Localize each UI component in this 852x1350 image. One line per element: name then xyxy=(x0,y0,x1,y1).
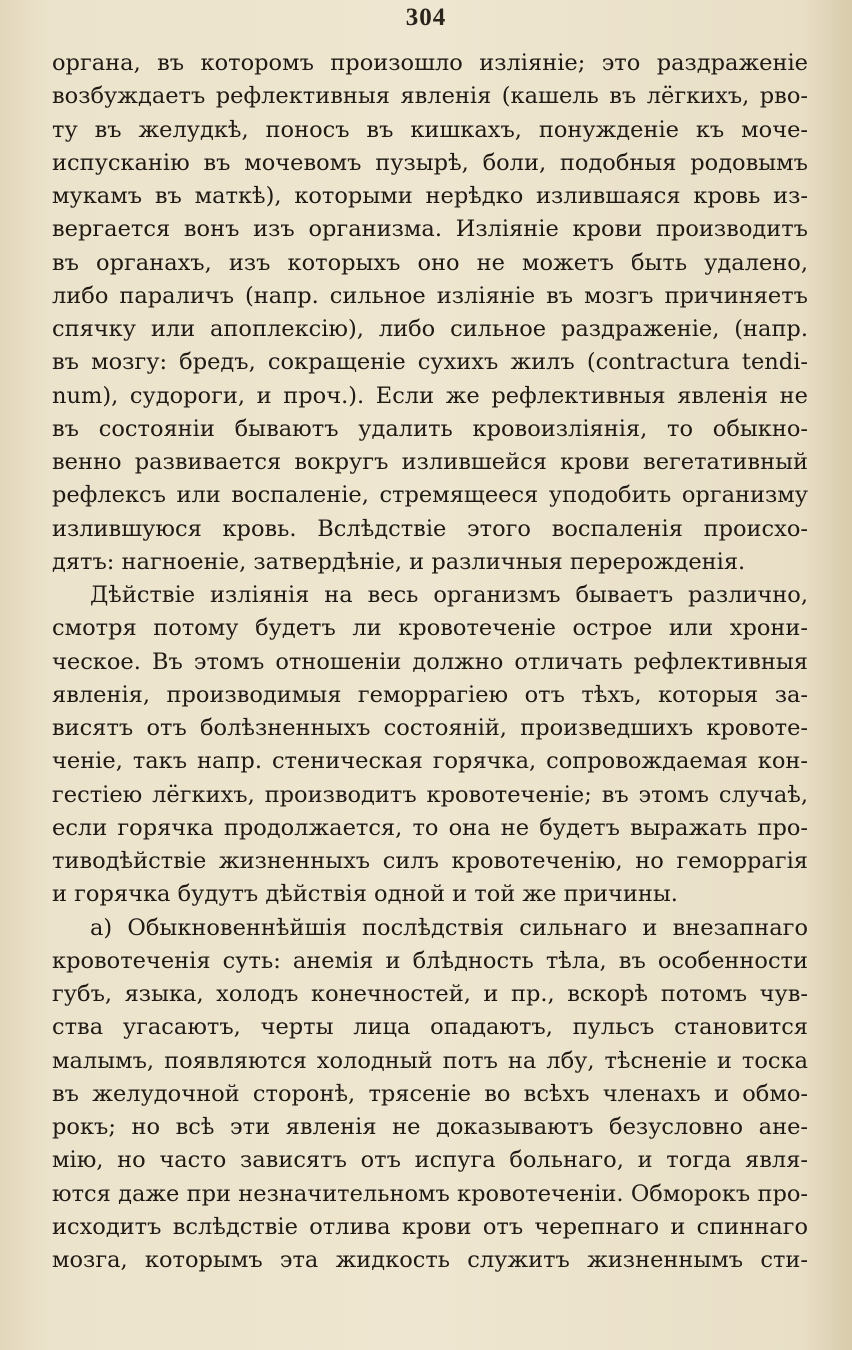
text-line: въ состояніи бываютъ удалить кровоизліянія, то обыкно- xyxy=(52,415,808,442)
text-line: въ мозгу: бредъ, сокращеніе сухихъ жилъ (contractura tendi- xyxy=(52,349,808,376)
text-line: num), судороги, и проч.). Если же рефлективныя явленія не xyxy=(52,382,808,409)
text-line: гестіею лёгкихъ, производитъ кровотеченіе; въ этомъ случаѣ, xyxy=(52,781,808,808)
text-line: ченіе, такъ напр. стеническая горячка, сопровождаемая кон- xyxy=(52,748,808,775)
text-line: испусканію въ мочевомъ пузырѣ, боли, подобныя родовымъ xyxy=(52,149,808,176)
text-line: если горячка продолжается, то она не будетъ выражать про- xyxy=(52,814,808,841)
text-line: спячку или апоплексію), либо сильное раздраженіе, (напр. xyxy=(52,316,808,342)
text-line: рокъ; но всѣ эти явленія не доказываютъ безусловно ане- xyxy=(52,1114,808,1140)
page-number: 304 xyxy=(405,4,447,31)
text-line: мозга, которымъ эта жидкость служитъ жизненнымъ сти- xyxy=(52,1247,808,1273)
text-line: излившуюся кровь. Вслѣдствіе этого воспаленія происхо- xyxy=(52,515,808,542)
text-line: малымъ, появляются холодный потъ на лбу, тѣсненіе и тоска xyxy=(52,1047,808,1074)
text-line: въ органахъ, изъ которыхъ оно не можетъ быть удалено, xyxy=(52,249,808,276)
text-line: мукамъ въ маткѣ), которыми нерѣдко излившаяся кровь из- xyxy=(52,183,808,209)
text-line: кровотеченія суть: анемія и блѣдность тѣла, въ особенности xyxy=(52,947,808,974)
text-line: исходитъ вслѣдствіе отлива крови отъ черепнаго и спиннаго xyxy=(52,1213,808,1240)
text-line: либо параличъ (напр. сильное изліяніе въ мозгъ причиняетъ xyxy=(52,282,808,309)
text-line: висятъ отъ болѣзненныхъ состояній, произведшихъ кровоте- xyxy=(52,715,808,741)
text-line: губъ, языка, холодъ конечностей, и пр., вскорѣ потомъ чув- xyxy=(52,981,808,1007)
text-line: вергается вонъ изъ организма. Изліяніе крови производитъ xyxy=(52,216,808,243)
text-line: ческое. Въ этомъ отношеніи должно отличать рефлективныя xyxy=(52,648,808,675)
text-line: ства угасаютъ, черты лица опадаютъ, пульсъ становится xyxy=(52,1014,808,1041)
text-line: органа, въ которомъ произошло изліяніе; это раздраженіе xyxy=(52,50,808,76)
text-line: венно развивается вокругъ излившейся крови вегетативный xyxy=(52,449,808,475)
text-line: смотря потому будетъ ли кровотеченіе острое или хрони- xyxy=(52,615,808,642)
text-line: Дѣйствіе изліянія на весь организмъ бываетъ различно, xyxy=(90,582,808,608)
text-line: возбуждаетъ рефлективныя явленія (кашель въ лёгкихъ, рво- xyxy=(52,83,808,110)
body-text xyxy=(52,47,808,1277)
text-line: мію, но часто зависятъ отъ испуга больнаго, и тогда явля- xyxy=(52,1147,808,1174)
text-line: тиводѣйствіе жизненныхъ силъ кровотеченію, но геморрагія xyxy=(52,848,808,874)
text-line: а) Обыкновеннѣйшія послѣдствія сильнаго и внезапнаго xyxy=(90,914,808,941)
text-line: въ желудочной сторонѣ, трясеніе во всѣхъ членахъ и обмо- xyxy=(52,1080,808,1107)
text-line: и горячка будутъ дѣйствія одной и той же причины. xyxy=(52,881,678,908)
text-line: явленія, производимыя геморрагіею отъ тѣхъ, которыя за- xyxy=(52,681,808,708)
text-line: ту въ желудкѣ, поносъ въ кишкахъ, понужденіе къ моче- xyxy=(52,116,808,143)
text-line: рефлексъ или воспаленіе, стремящееся уподобить организму xyxy=(52,482,808,509)
text-line: ются даже при незначительномъ кровотеченіи. Обморокъ про- xyxy=(52,1180,808,1207)
text-line: дятъ: нагноеніе, затвердѣніе, и различныя перерожденія. xyxy=(52,548,746,575)
